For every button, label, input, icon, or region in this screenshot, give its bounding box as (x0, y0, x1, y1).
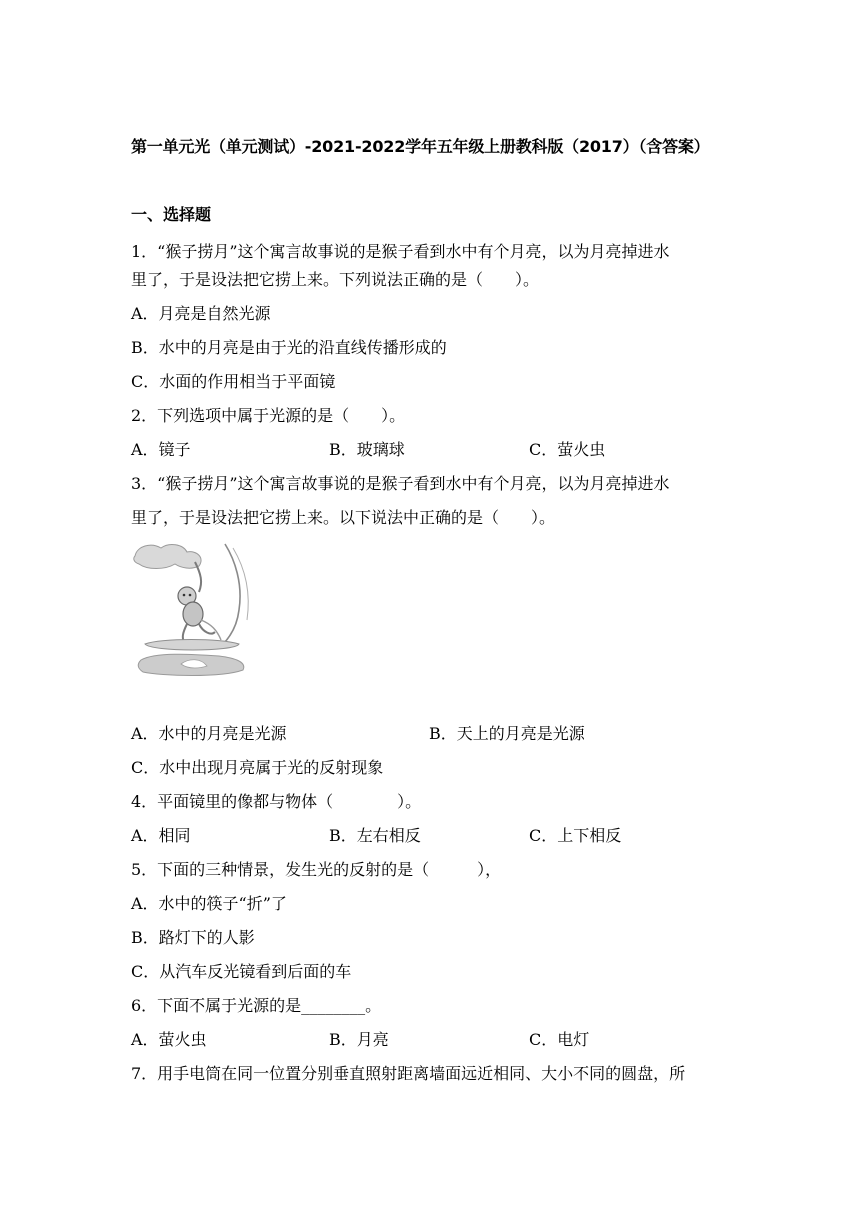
monkey-moon-illustration (131, 540, 257, 680)
question-3-option-b: B．天上的月亮是光源 (429, 724, 585, 743)
question-6-option-b: B．月亮 (329, 1030, 389, 1049)
question-2-option-a: A．镜子 (131, 440, 191, 459)
section-heading: 一、选择题 (131, 205, 212, 224)
question-6-option-c: C．电灯 (529, 1030, 590, 1049)
question-5-line-1: 5．下面的三种情景，发生光的反射的是（ ）， (131, 860, 502, 879)
question-4-option-b: B．左右相反 (329, 826, 421, 845)
question-4-option-a: A．相同 (131, 826, 191, 845)
question-3-line-2: 里了，于是设法把它捞上来。以下说法中正确的是（ ）。 (131, 508, 556, 527)
question-1-line-2: 里了，于是设法把它捞上来。下列说法正确的是（ ）。 (131, 270, 540, 289)
question-2-option-b: B．玻璃球 (329, 440, 405, 459)
page-title: 第一单元光（单元测试）-2021-2022学年五年级上册教科版（2017）（含答案） (131, 137, 710, 156)
question-4-option-c: C．上下相反 (529, 826, 622, 845)
question-6-line-1: 6．下面不属于光源的是________。 (131, 996, 382, 1015)
question-6-option-a: A．萤火虫 (131, 1030, 207, 1049)
question-2-option-c: C．萤火虫 (529, 440, 606, 459)
question-7-line-1: 7．用手电筒在同一位置分别垂直照射距离墙面远近相同、大小不同的圆盘，所 (131, 1064, 686, 1083)
question-3-line-1: 3．“猴子捞月”这个寓言故事说的是猴子看到水中有个月亮，以为月亮掉进水 (131, 474, 670, 493)
question-1-line-1: 1．“猴子捞月”这个寓言故事说的是猴子看到水中有个月亮，以为月亮掉进水 (131, 242, 670, 261)
question-2-line-1: 2．下列选项中属于光源的是（ ）。 (131, 406, 406, 425)
question-1-option-c: C．水面的作用相当于平面镜 (131, 372, 336, 391)
question-3-option-c: C．水中出现月亮属于光的反射现象 (131, 758, 384, 777)
question-5-option-b: B．路灯下的人影 (131, 928, 255, 947)
question-3-option-a: A．水中的月亮是光源 (131, 724, 287, 743)
question-5-option-a: A．水中的筷子“折”了 (131, 894, 287, 913)
question-1-option-a: A．月亮是自然光源 (131, 304, 271, 323)
question-5-option-c: C．从汽车反光镜看到后面的车 (131, 962, 352, 981)
question-4-line-1: 4．平面镜里的像都与物体（ ）。 (131, 792, 422, 811)
question-1-option-b: B．水中的月亮是由于光的沿直线传播形成的 (131, 338, 447, 357)
